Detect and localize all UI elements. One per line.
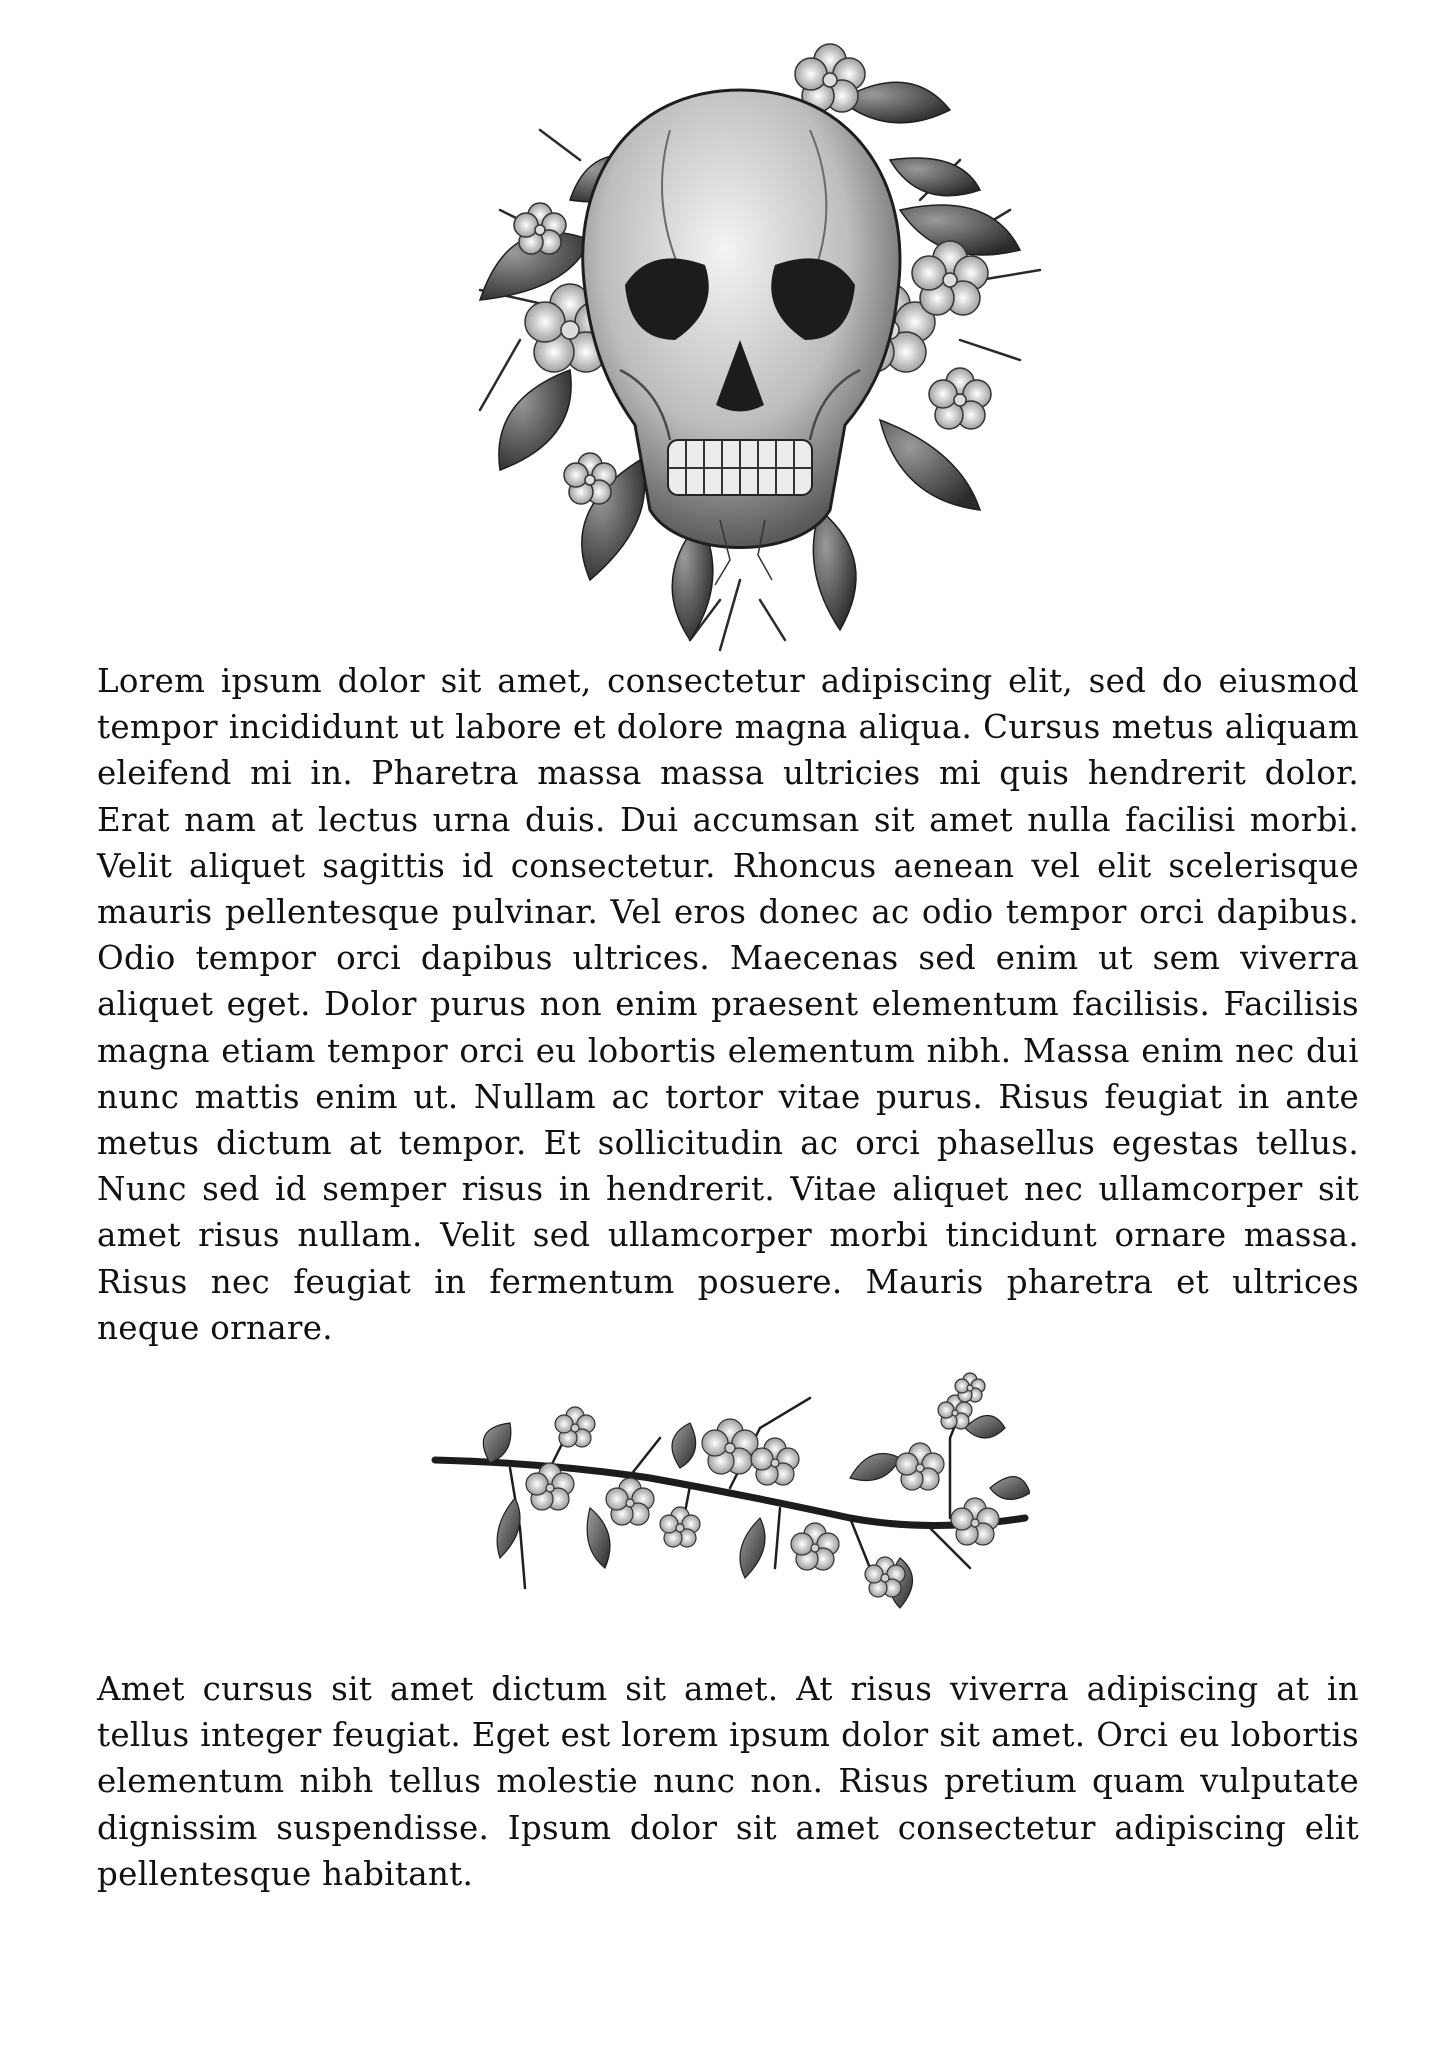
skull-flowers-illustration (420, 40, 1060, 660)
cherry-blossom-branch-illustration (430, 1368, 1030, 1618)
body-paragraph-2: Amet cursus sit amet dictum sit amet. At risus viverra adipiscing at in tellus integer feugiat. Eget est lorem ipsum dolor sit amet. Orci eu lobortis elementum nibh tellus molestie nunc non. Risus pretium quam vulputate dignissim suspendisse. Ipsum dolor sit amet consectetur adipiscing elit pellentesque habitant. (97, 1670, 1359, 1893)
body-paragraph-1: Lorem ipsum dolor sit amet, consectetur adipiscing elit, sed do eiusmod tempor incididunt ut labore et dolore magna aliqua. Cursus metus aliquam eleifend mi in. Pharetra massa massa ultricies mi quis hendrerit dolor. Erat nam at lectus urna duis. Dui accumsan sit amet nulla facilisi morbi. Velit aliquet sagittis id consectetur. Rhoncus aenean vel elit scelerisque mauris pellentesque pulvinar. Vel eros donec ac odio tempor orci dapibus. Odio tempor orci dapibus ultrices. Maecenas sed enim ut sem viverra aliquet eget. Dolor purus non enim praesent elementum facilisis. Facilisis magna etiam tempor orci eu lobortis elementum nibh. Massa enim nec dui nunc mattis enim ut. Nullam ac tortor vitae purus. Risus feugiat in ante metus dictum at tempor. Et sollicitudin ac orci phasellus egestas tellus. Nunc sed id semper risus in hendrerit. Vitae aliquet nec ullamcorper sit amet risus nullam. Velit sed ullamcorper morbi tincidunt ornare massa. Risus nec feugiat in fermentum posuere. Mauris pharetra et ultrices neque ornare. (97, 662, 1359, 1347)
